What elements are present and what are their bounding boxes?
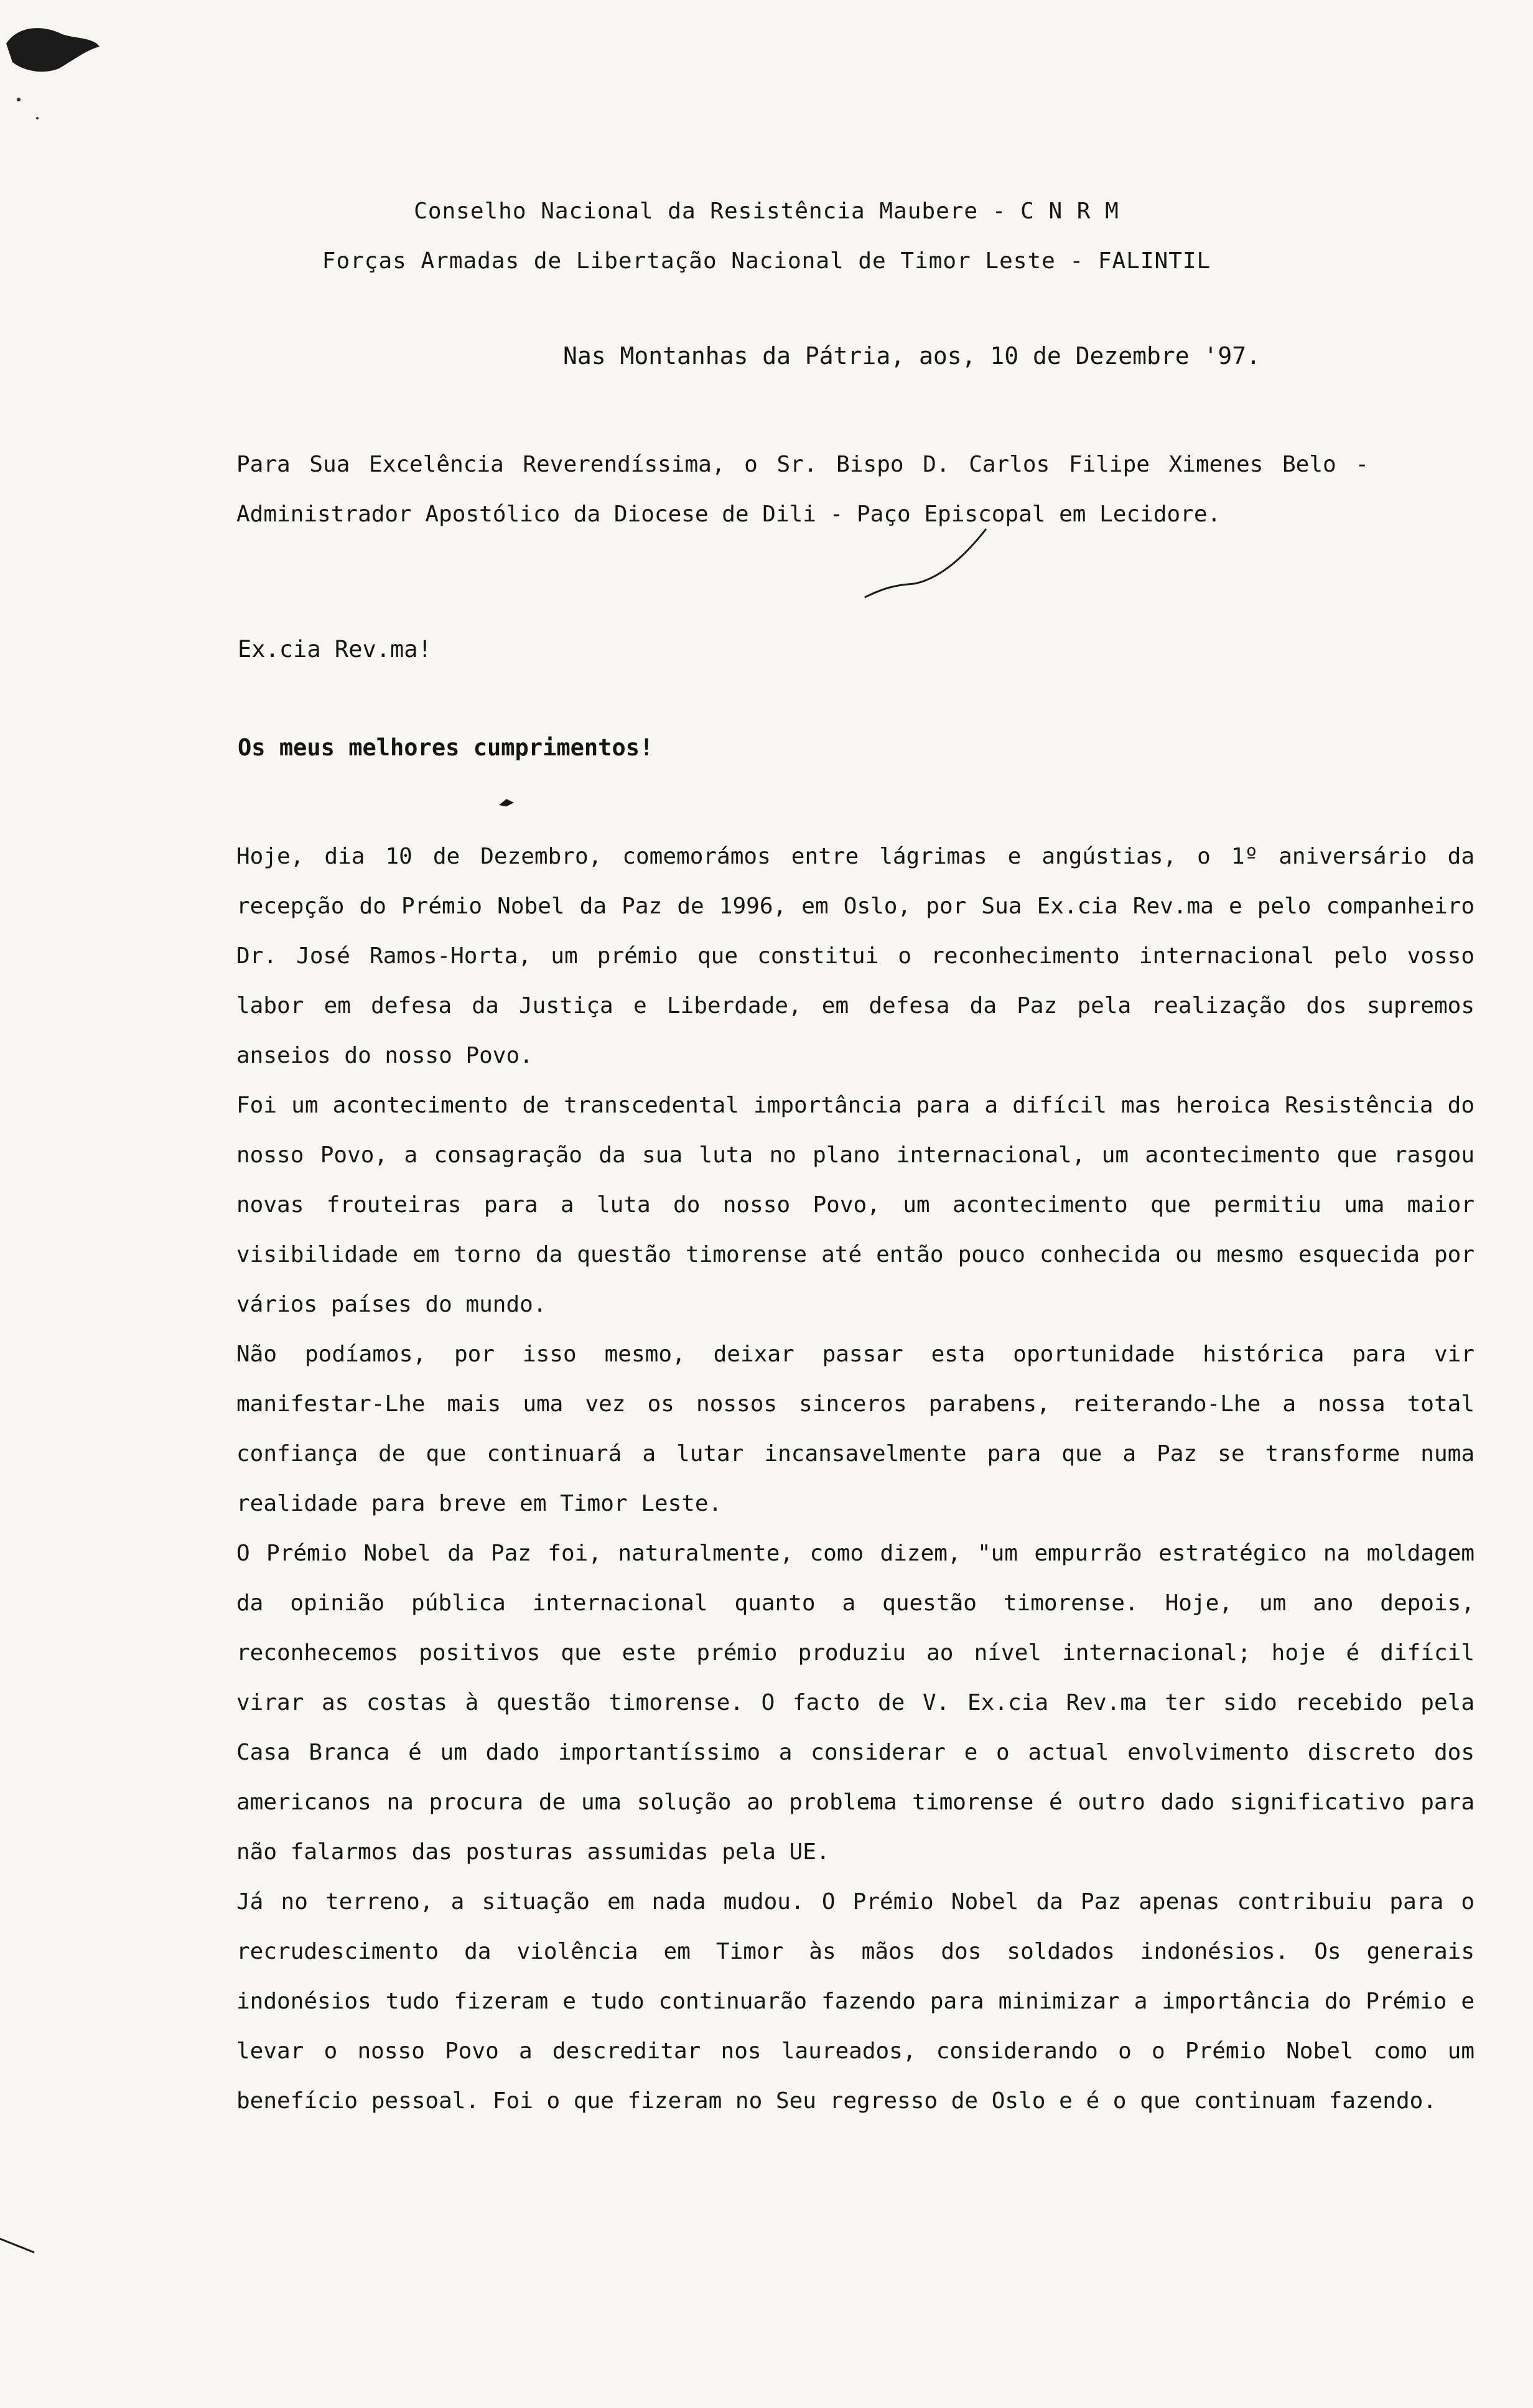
- body-paragraph-5: Já no terreno, a situação em nada mudou. O Prémio Nobel da Paz apenas contribuiu para o recrudescimento da violência em Timor às mãos dos soldados indonésios. Os generais indonésios tudo fizeram e tudo continuarão fazendo para minimizar a importância do Prémio e levar o nosso Povo a descreditar nos laureados, considerando o o Prémio Nobel como um benefício pessoal. Foi o que fizeram no Seu regresso de Oslo e é o que continuam fazendo.: [236, 1889, 1475, 2114]
- letterhead-line-1: Conselho Nacional da Resistência Maubere - C N R M: [414, 198, 1119, 224]
- salutation: Ex.cia Rev.ma!: [238, 636, 432, 663]
- body-paragraph-4: O Prémio Nobel da Paz foi, naturalmente, como dizem, "um empurrão estratégico na moldagem da opinião pública internacional quanto a questão timorense. Hoje, um ano depois, reconhecemos positivos que este prémio produziu ao nível internacional; hoje é difícil virar as costas à questão timorense. O facto de V. Ex.cia Rev.ma ter sido recebido pela Casa Branca é um dado importantíssimo a considerar e o actual envolvimento discreto dos americanos na procura de uma solução ao problema timorense é outro dado significativo para não falarmos das posturas assumidas pela UE.: [236, 1541, 1475, 1865]
- greeting: Os meus melhores cumprimentos!: [238, 734, 654, 761]
- dateline: Nas Montanhas da Pátria, aos, 10 de Dezembre '97.: [563, 342, 1261, 370]
- body-paragraph-2: Foi um acontecimento de transcedental importância para a difícil mas heroica Resistência do nosso Povo, a consagração da sua luta no plano internacional, um acontecimento que rasgou novas frouteiras para a luta do nosso Povo, um acontecimento que permitiu uma maior visibilidade em torno da questão timorense até então pouco conhecida ou mesmo esquecida por vários países do mundo.: [236, 1093, 1475, 1317]
- body-paragraph-3: Não podíamos, por isso mesmo, deixar passar esta oportunidade histórica para vir manifestar-Lhe mais uma vez os nossos sinceros parabens, reiterando-Lhe a nossa total confiança de que continuará a lutar incansavelmente para que a Paz se transforme numa realidade para breve em Timor Leste.: [236, 1342, 1475, 1516]
- body-paragraph-1: Hoje, dia 10 de Dezembro, comemorámos entre lágrimas e angústias, o 1º aniversário da recepção do Prémio Nobel da Paz de 1996, em Oslo, por Sua Ex.cia Rev.ma e pelo companheiro Dr. José Ramos-Horta, um prémio que constitui o reconhecimento internacional pelo vosso labor em defesa da Justiça e Liberdade, em defesa da Paz pela realização dos supremos anseios do nosso Povo.: [236, 844, 1475, 1068]
- addressee-block: Para Sua Excelência Reverendíssima, o Sr. Bispo D. Carlos Filipe Ximenes Belo - Administrador Apostólico da Diocese de Dili - Paço Episcopal em Lecidore.: [236, 452, 1369, 527]
- letterhead-line-2: Forças Armadas de Libertação Nacional de Timor Leste - FALINTIL: [322, 248, 1211, 274]
- ink-blot-mark: [0, 0, 124, 124]
- letterhead: [0, 187, 1533, 286]
- speck-mark: [498, 796, 516, 809]
- letter-body: [236, 832, 1475, 2126]
- margin-mark: [0, 2234, 37, 2259]
